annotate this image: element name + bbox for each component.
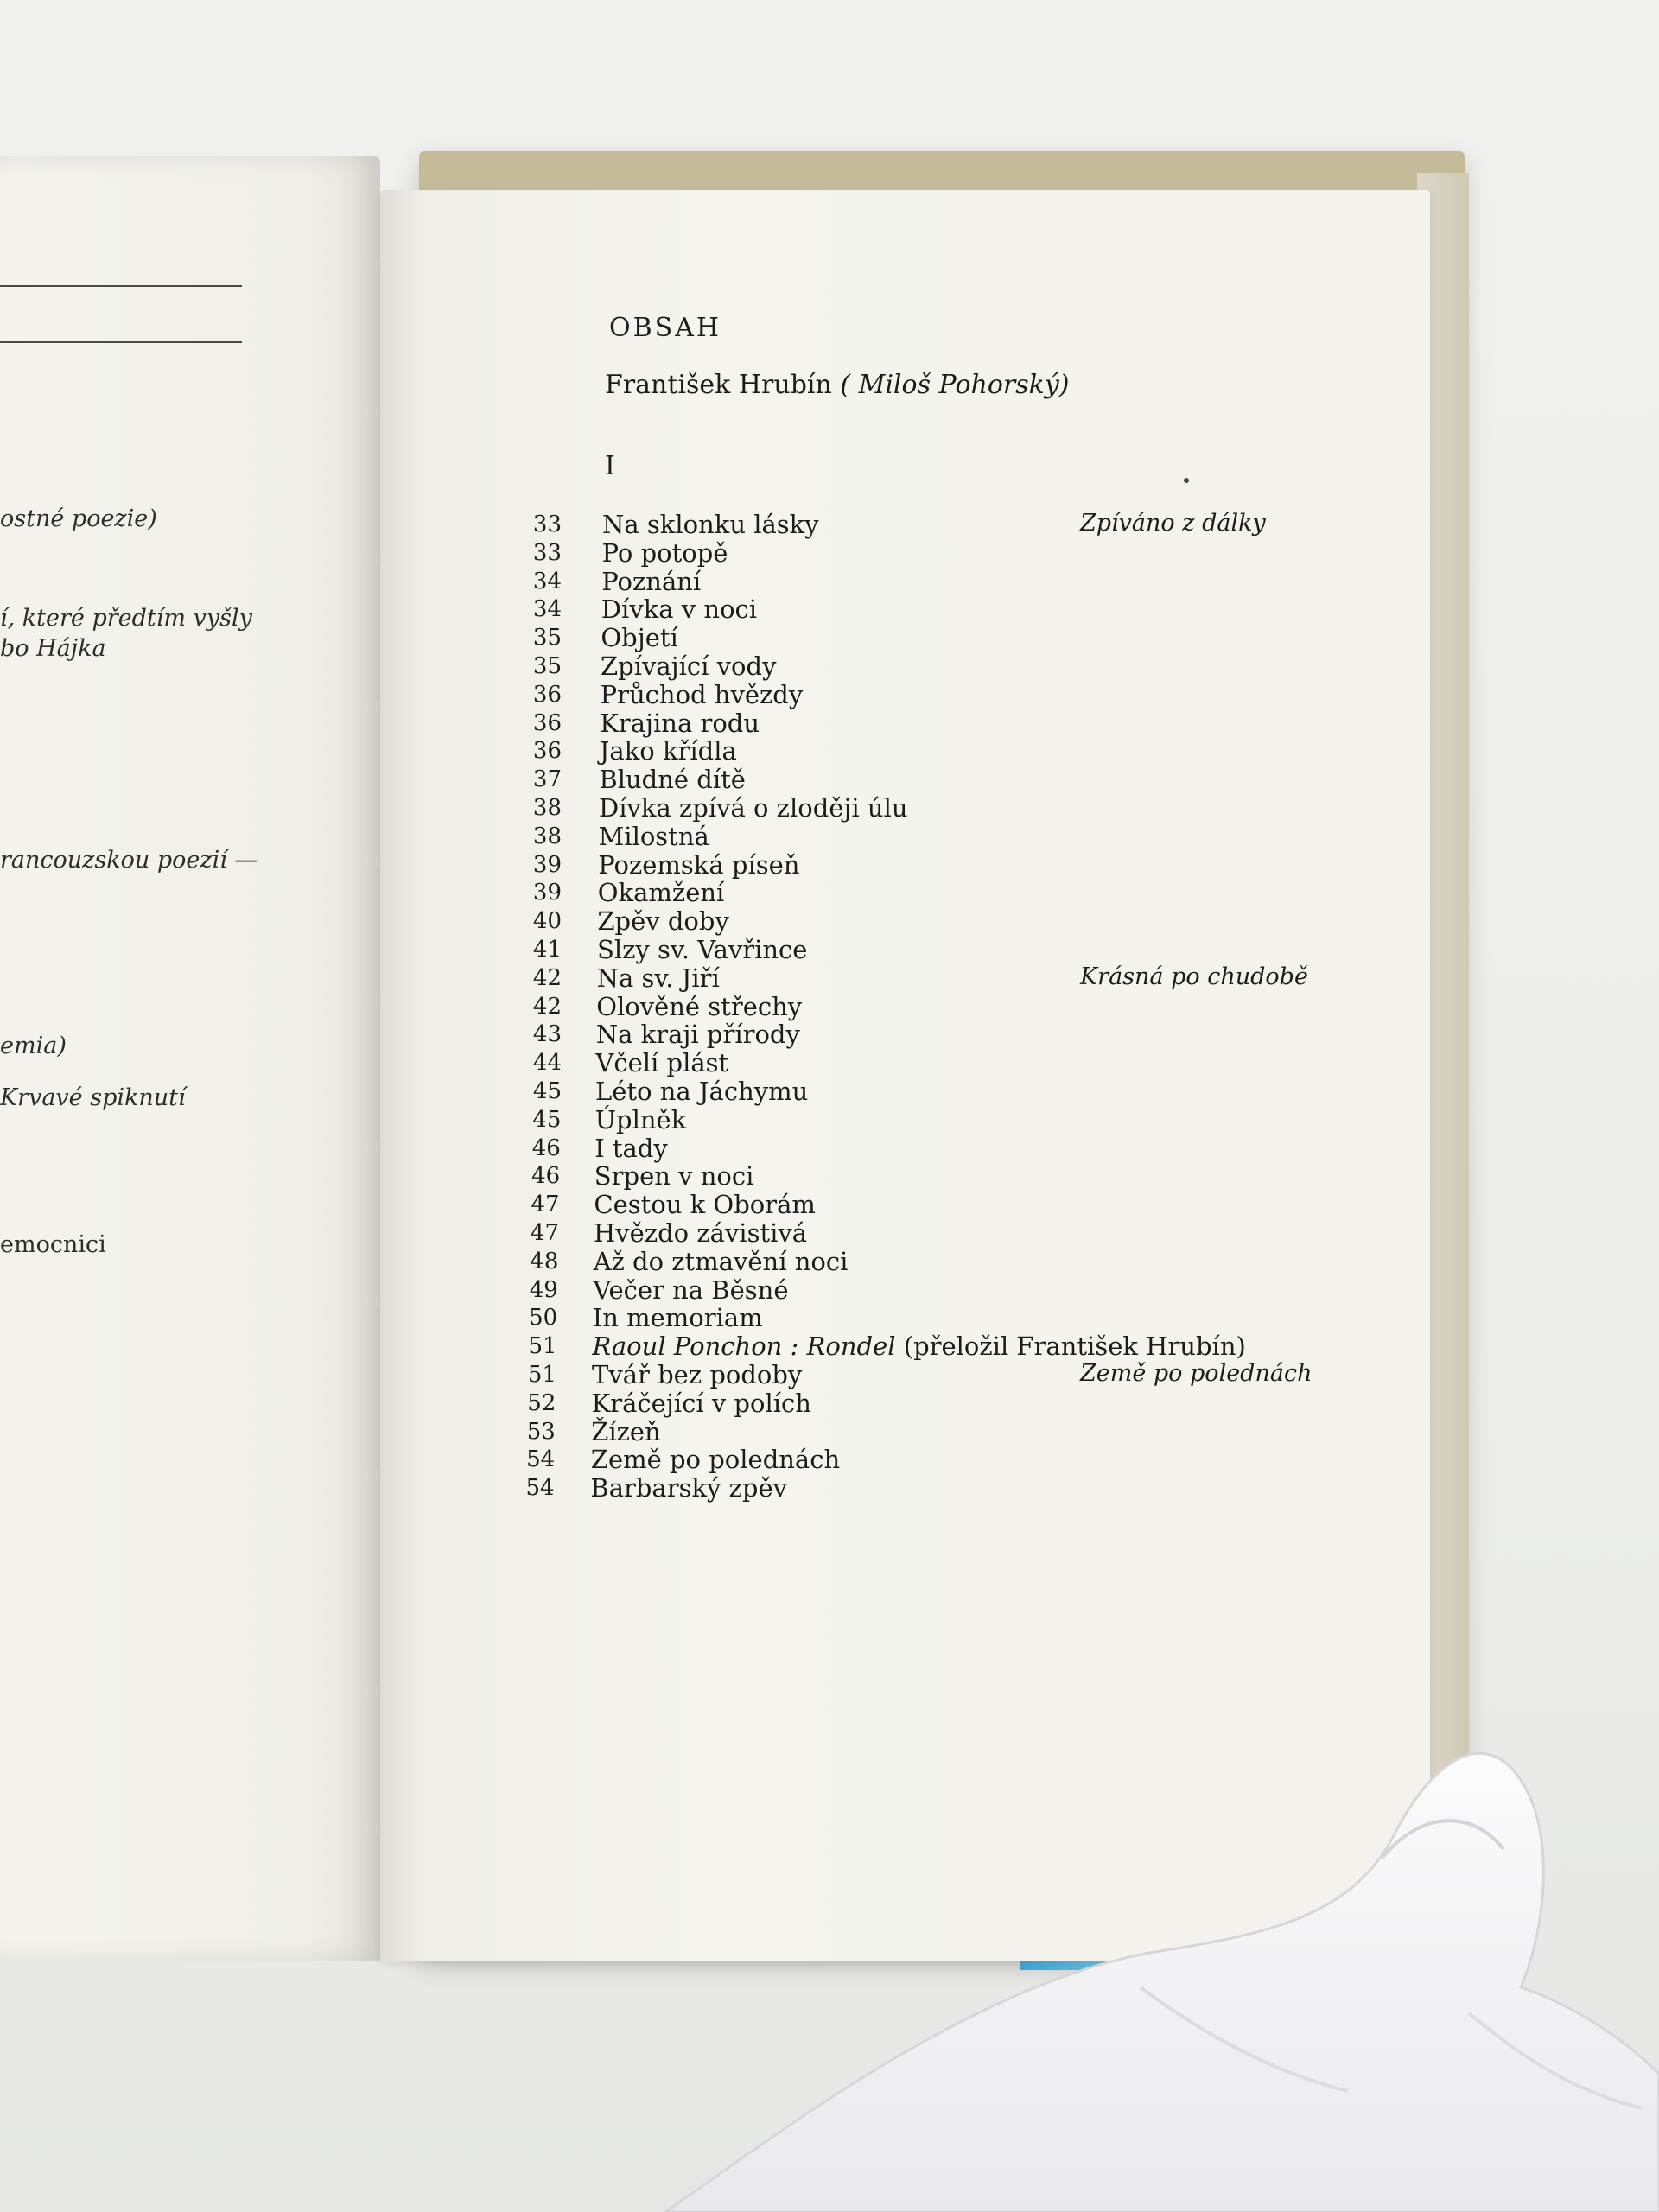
binding-stitch <box>366 1469 378 1481</box>
toc-entry-cycle-note: Krásná po chudobě <box>1080 963 1308 990</box>
toc-entry-title-text: (přeložil František Hrubín) <box>895 1332 1246 1362</box>
toc-entry-title <box>597 963 720 993</box>
toc-entry-page-number: 52 <box>527 1389 556 1416</box>
toc-entry-page-number: 51 <box>528 1333 557 1360</box>
underline-rule <box>0 285 242 287</box>
binding-stitch <box>366 1823 378 1835</box>
binding-stitch <box>366 259 378 271</box>
toc-entry-title <box>592 1389 811 1418</box>
toc-entry-title <box>602 538 728 568</box>
left-page-text-fragment: rancouzskou poezií — <box>0 847 258 874</box>
toc-entry-page-number: 38 <box>532 823 562 849</box>
toc-entry-title-text: Žízeň <box>591 1416 661 1446</box>
toc-entry-title-text: Země po polednách <box>590 1445 841 1475</box>
toc-entry-title-text: Pozemská píseň <box>598 849 800 880</box>
toc-entry-page-number: 33 <box>532 539 562 566</box>
toc-entry-title <box>600 736 737 766</box>
toc-entry-title-text: Poznání <box>601 566 702 596</box>
toc-entry-title <box>595 1048 728 1077</box>
toc-entry-title-text: Cestou k Oborám <box>594 1190 816 1220</box>
toc-entry-page-number: 35 <box>532 653 562 679</box>
left-page-text-fragment: ostné poezie) <box>0 505 157 532</box>
toc-entry-title-text: Kráčející v polích <box>591 1388 811 1418</box>
toc-entry-title <box>595 1077 808 1106</box>
toc-entry-title-text: Bludné dítě <box>599 765 746 795</box>
toc-entry-page-number: 49 <box>529 1276 558 1303</box>
toc-entry-title-text: Krajina rodu <box>600 708 760 738</box>
toc-entry-title-text: Léto na Jáchymu <box>595 1077 809 1106</box>
toc-entry-title <box>602 510 819 539</box>
toc-entry-page-number: 36 <box>532 738 562 765</box>
toc-entry-title <box>595 1105 687 1135</box>
toc-entry-page-number: 38 <box>532 795 562 821</box>
underline-rule <box>0 341 242 343</box>
toc-entry-page-number: 53 <box>526 1418 556 1445</box>
toc-entry-title-text: Milostná <box>598 821 709 851</box>
toc-entry-page-number: 42 <box>532 964 562 991</box>
binding-stitch <box>366 1296 378 1308</box>
toc-entry-page-number: 50 <box>529 1305 558 1332</box>
toc-entry-title <box>593 1303 763 1332</box>
toc-section-number: I <box>605 451 615 481</box>
toc-entry-title <box>594 1134 668 1163</box>
toc-entry-title-text: Na kraji přírody <box>595 1020 800 1050</box>
toc-entry-title <box>594 1190 815 1219</box>
toc-entry-title <box>592 1360 802 1389</box>
toc-entry-page-number: 39 <box>532 880 562 906</box>
toc-entry-title-text: Včelí plást <box>595 1048 729 1078</box>
toc-entry-title <box>596 1020 800 1049</box>
toc-entry-title <box>598 878 725 907</box>
toc-entry-title-text: Olověné střechy <box>596 991 803 1021</box>
binding-stitch <box>366 855 378 868</box>
toc-entry-title <box>594 1218 807 1248</box>
toc-entry-title-text: Slzy sv. Vavřince <box>597 935 808 964</box>
toc-entry-title-text: Dívka zpívá o zloději úlu <box>599 793 908 823</box>
toc-entry-page-number: 43 <box>532 1021 562 1048</box>
toc-entry-title-text: Barbarský zpěv <box>590 1473 788 1503</box>
toc-entry-title-text: Tvář bez podoby <box>592 1360 803 1389</box>
toc-entry-title-text: Večer na Běsné <box>593 1274 789 1305</box>
binding-stitch <box>366 406 378 418</box>
toc-entry-page-number: 37 <box>532 766 562 793</box>
toc-entry-title <box>597 906 728 936</box>
toc-entry-title <box>594 1247 849 1276</box>
left-page-text-fragment: bo Hájka <box>0 635 106 662</box>
toc-entry-title <box>594 1161 754 1191</box>
binding-stitch <box>366 1141 378 1153</box>
toc-entry-title <box>599 793 908 823</box>
toc-entry-page-number: 54 <box>526 1446 556 1473</box>
toc-entry-page-number: 47 <box>530 1220 559 1246</box>
toc-entry-title <box>601 567 701 596</box>
paper-speck <box>1184 478 1189 483</box>
toc-entry-page-number: 34 <box>532 568 562 594</box>
toc-entry-title <box>593 1275 788 1305</box>
toc-author: František Hrubín <box>605 370 832 400</box>
toc-entry-title-text: Okamžení <box>597 878 725 908</box>
left-page-text-fragment: Krvavé spiknutí <box>0 1084 186 1111</box>
toc-entry-title <box>596 992 802 1021</box>
binding-stitch <box>366 1685 378 1697</box>
toc-entry-title <box>601 623 677 652</box>
toc-entry-title-text: I tady <box>594 1133 668 1163</box>
toc-entry-title <box>598 850 799 880</box>
toc-entry-page-number: 51 <box>527 1362 556 1388</box>
toc-entry-title <box>599 765 746 794</box>
left-page-text-fragment: í, které předtím vyšly <box>0 605 252 632</box>
toc-entry-page-number: 42 <box>532 993 562 1020</box>
toc-entry-title-text: Srpen v noci <box>594 1161 754 1192</box>
toc-entry-title <box>592 1332 1245 1361</box>
toc-entry-title-text: Hvězdo závistivá <box>594 1218 808 1248</box>
toc-heading: OBSAH <box>609 313 722 343</box>
toc-entry-title <box>601 680 804 709</box>
toc-entry-title <box>600 709 760 738</box>
toc-entry-page-number: 36 <box>532 681 562 708</box>
toc-entry-page-number: 47 <box>531 1192 560 1218</box>
toc-entry-title <box>591 1417 661 1446</box>
toc-entry-title-text: Dívka v noci <box>601 594 758 625</box>
toc-entry-page-number: 36 <box>532 709 562 736</box>
toc-entry-title-text: Jako křídla <box>599 736 737 766</box>
toc-entry-title-text: Úplněk <box>594 1104 687 1135</box>
toc-entry-page-number: 44 <box>532 1050 562 1077</box>
toc-entry-page-number: 39 <box>532 851 562 878</box>
toc-entry-title <box>591 1445 840 1474</box>
toc-entry-title <box>597 935 807 964</box>
toc-author-line <box>605 370 1070 400</box>
toc-entry-page-number: 40 <box>532 908 562 935</box>
toc-entry-title <box>601 594 757 624</box>
toc-entry-page-number: 35 <box>532 625 562 652</box>
toc-entry-title-text: Na sv. Jiří <box>596 963 720 993</box>
left-page-text-fragment: emia) <box>0 1033 67 1059</box>
toc-entry-cycle-note: Zpíváno z dálky <box>1080 510 1266 537</box>
toc-entry-page-number: 33 <box>532 512 562 537</box>
toc-entry-title-text: Zpívající vody <box>601 652 777 681</box>
toc-entry-title-text: Průchod hvězdy <box>600 679 804 709</box>
binding-stitch <box>366 553 378 565</box>
toc-entry-title-text: Až do ztmavění noci <box>593 1246 849 1276</box>
toc-entry-title <box>590 1473 787 1503</box>
toc-entry-page-number: 45 <box>532 1078 562 1104</box>
toc-entry-page-number: 46 <box>531 1135 561 1161</box>
toc-entry-title-text: Na sklonku lásky <box>602 510 819 539</box>
toc-entry-page-number: 41 <box>532 937 562 963</box>
left-page-text-fragment: emocnici <box>0 1231 106 1258</box>
toc-entry-title <box>601 652 776 681</box>
left-page <box>0 156 380 1961</box>
toc-author-note: ( Miloš Pohorský) <box>840 370 1070 400</box>
toc-entry-page-number: 46 <box>531 1163 561 1190</box>
toc-entry-page-number: 45 <box>532 1106 562 1133</box>
toc-entry-cycle-note: Země po polednách <box>1080 1360 1313 1387</box>
toc-entry-title-text: In memoriam <box>592 1303 763 1333</box>
toc-entry-page-number: 34 <box>532 596 562 623</box>
toc-entry-title-text: Objetí <box>601 623 678 653</box>
toc-entry-title-italic: Raoul Ponchon : Rondel <box>592 1332 896 1362</box>
toc-entry-title-text: Zpěv doby <box>597 906 729 937</box>
toc-entry-page-number: 48 <box>530 1248 559 1274</box>
toc-entry-title-text: Po potopě <box>601 537 728 568</box>
toc-entry-title <box>599 822 709 851</box>
binding-stitch <box>366 994 378 1006</box>
toc-entry-page-number: 54 <box>525 1475 555 1502</box>
binding-stitch <box>366 700 378 712</box>
